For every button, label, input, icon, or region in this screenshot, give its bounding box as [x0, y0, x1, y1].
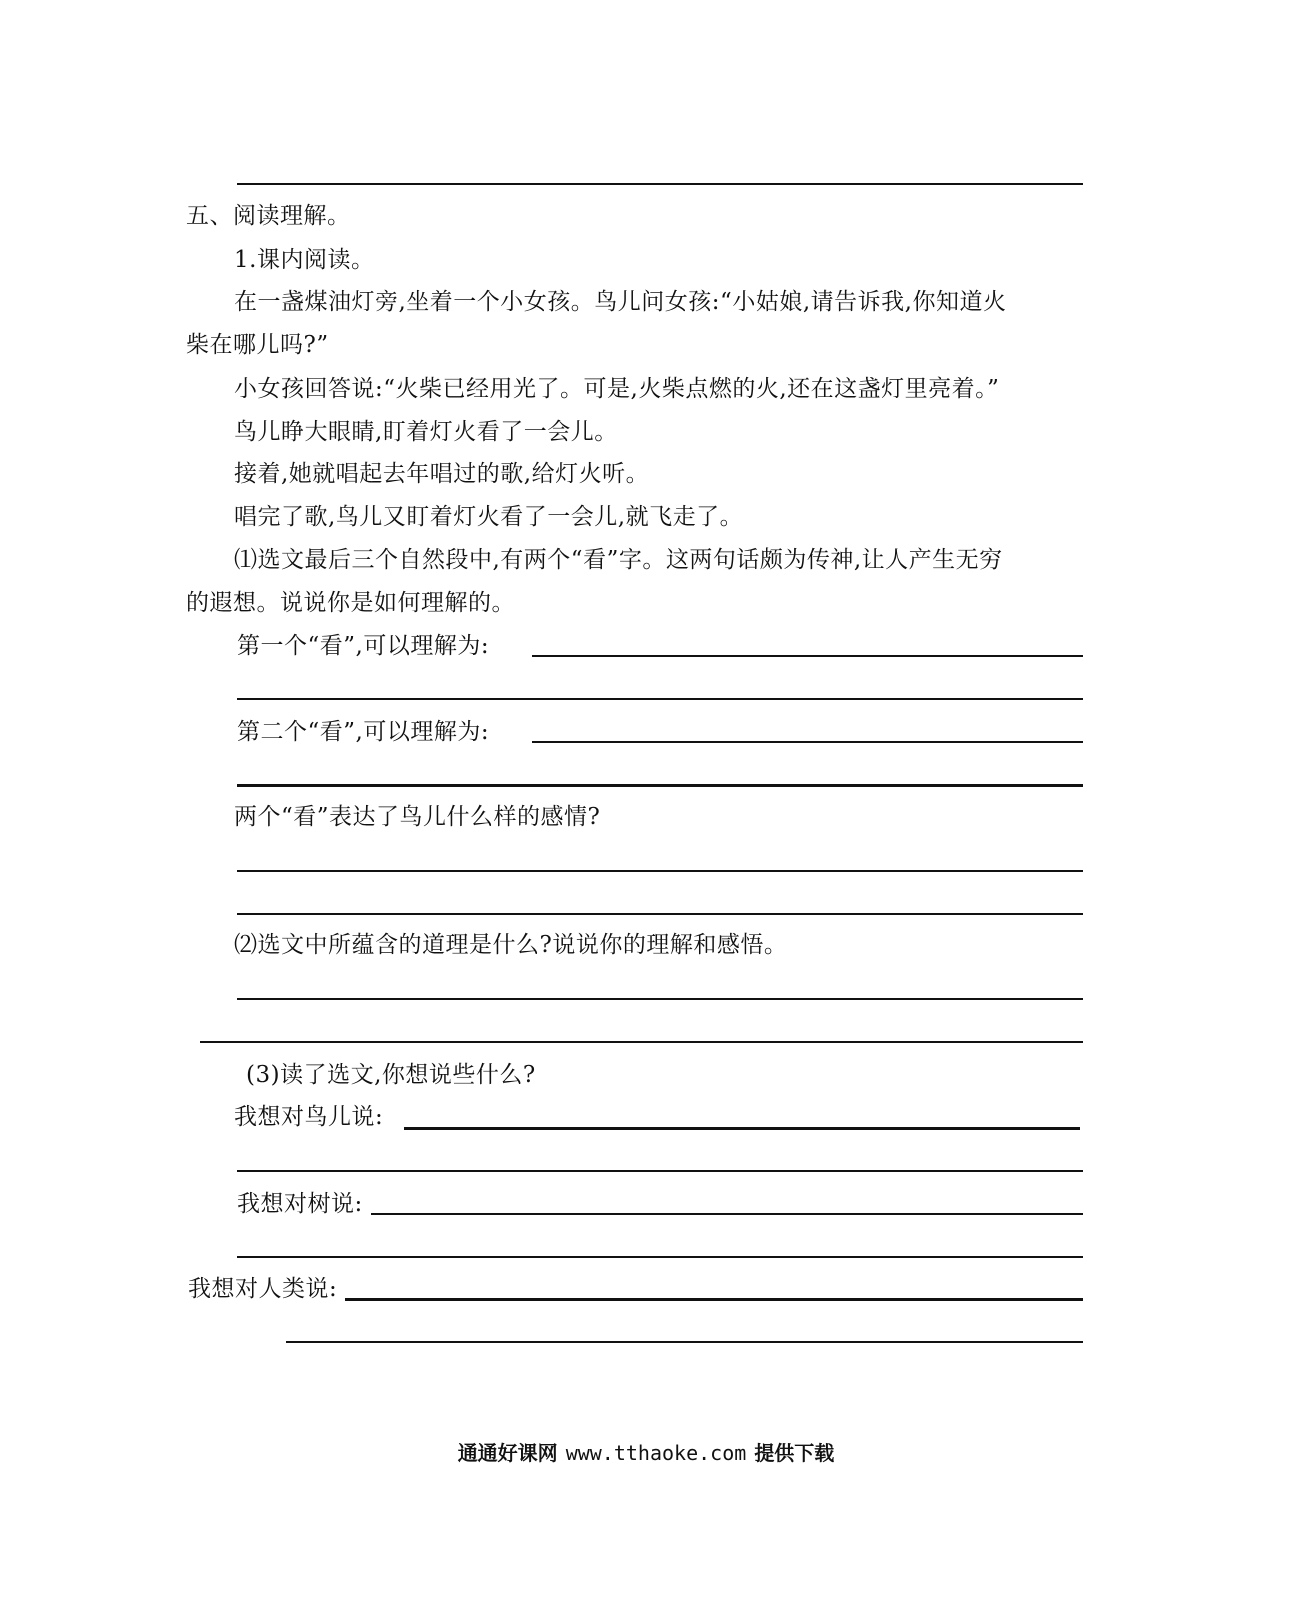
footer-brand: 通通好课网	[457, 1441, 558, 1465]
to-bird-prompt: 我想对鸟儿说:	[234, 1104, 384, 1130]
passage-paragraph-3: 鸟儿睁大眼睛,盯着灯火看了一会儿。	[234, 419, 618, 445]
to-bird-answer-line[interactable]	[404, 1127, 1080, 1130]
second-kan-answer-line[interactable]	[532, 741, 1083, 743]
question-2: ⑵选文中所蕴含的道理是什么?说说你的理解和感悟。	[234, 932, 788, 958]
second-kan-answer-line-2[interactable]	[237, 784, 1083, 787]
passage-paragraph-1-cont: 柴在哪儿吗?”	[186, 332, 329, 358]
passage-paragraph-5: 唱完了歌,鸟儿又盯着灯火看了一会儿,就飞走了。	[234, 504, 744, 530]
emotion-answer-line[interactable]	[237, 870, 1083, 872]
to-human-answer-line[interactable]	[345, 1298, 1083, 1301]
passage-paragraph-4: 接着,她就唱起去年唱过的歌,给灯火听。	[234, 461, 650, 487]
footer	[0, 1437, 1292, 1466]
emotion-question: 两个“看”表达了鸟儿什么样的感情?	[234, 804, 601, 830]
emotion-answer-line-2[interactable]	[237, 913, 1083, 915]
passage-paragraph-2: 小女孩回答说:“火柴已经用光了。可是,火柴点燃的火,还在这盏灯里亮着。”	[234, 376, 1000, 402]
to-tree-answer-line[interactable]	[371, 1213, 1083, 1215]
q2-answer-line[interactable]	[237, 998, 1083, 1000]
footer-url[interactable]: www.tthaoke.com	[565, 1441, 747, 1465]
answer-line	[237, 183, 1083, 185]
question-3: (3)读了选文,你想说些什么?	[246, 1062, 536, 1088]
section-title: 五、阅读理解。	[186, 203, 351, 229]
to-human-answer-line-2[interactable]	[286, 1341, 1083, 1343]
second-kan-prompt: 第二个“看”,可以理解为:	[237, 719, 490, 745]
question-1: ⑴选文最后三个自然段中,有两个“看”字。这两句话颇为传神,让人产生无穷	[234, 547, 1003, 573]
to-tree-answer-line-2[interactable]	[237, 1256, 1083, 1258]
passage-paragraph-1: 在一盏煤油灯旁,坐着一个小女孩。鸟儿问女孩:“小姑娘,请告诉我,你知道火	[234, 289, 1007, 315]
footer-suffix: 提供下载	[754, 1441, 835, 1465]
to-tree-prompt: 我想对树说:	[237, 1191, 363, 1217]
to-bird-answer-line-2[interactable]	[237, 1170, 1083, 1172]
question-1-cont: 的遐想。说说你是如何理解的。	[186, 590, 515, 616]
to-human-prompt: 我想对人类说:	[188, 1276, 338, 1302]
q2-answer-line-2[interactable]	[200, 1041, 1083, 1043]
first-kan-prompt: 第一个“看”,可以理解为:	[237, 633, 490, 659]
sub-title: 1.课内阅读。	[234, 247, 375, 273]
first-kan-answer-line-2[interactable]	[237, 698, 1083, 700]
first-kan-answer-line[interactable]	[532, 655, 1083, 657]
